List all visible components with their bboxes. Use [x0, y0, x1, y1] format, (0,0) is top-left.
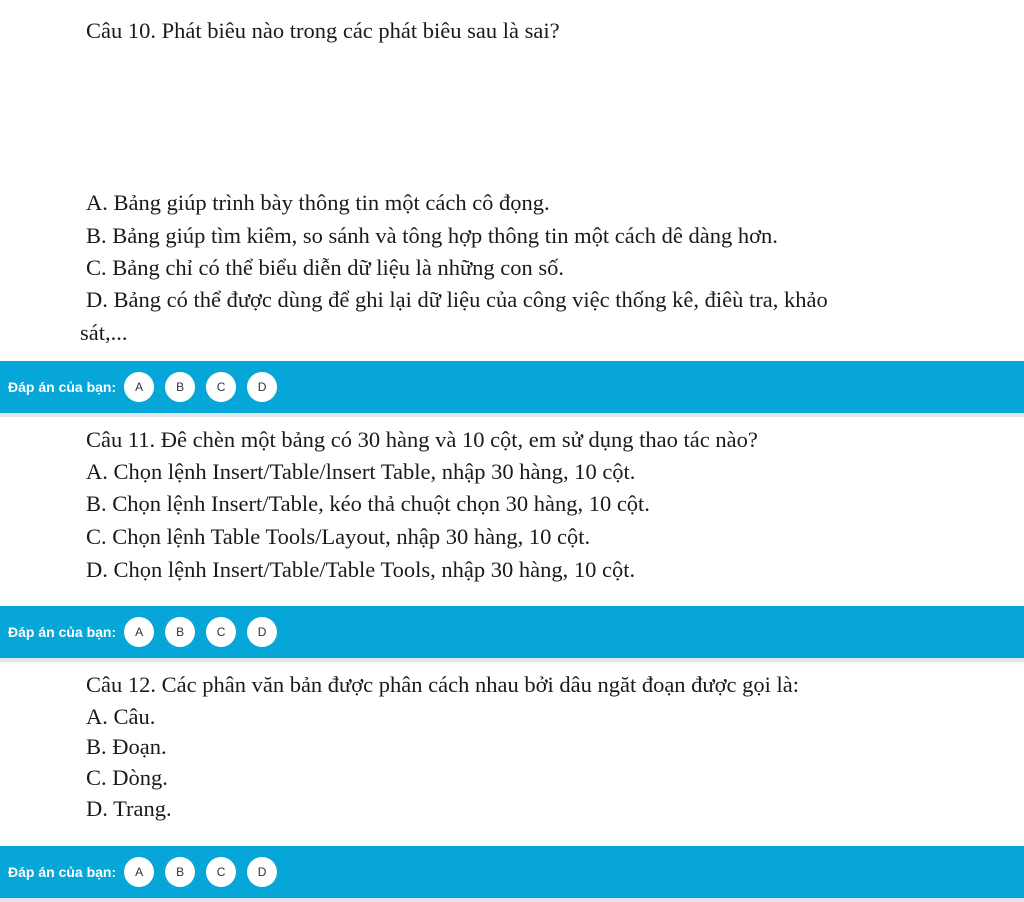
question-11-option-b: B. Chọn lệnh Insert/Table, kéo thả chuột chọn 30 hàng, 10 cột. — [86, 491, 650, 516]
question-11-title: Câu 11. Đê chèn một bảng có 30 hàng và 10 cột, em sử dụng thao tác nào? — [86, 427, 758, 452]
question-11-option-d: D. Chọn lệnh Insert/Table/Table Tools, nhập 30 hàng, 10 cột. — [86, 557, 636, 582]
answer-option-d[interactable]: D — [247, 857, 277, 887]
answer-option-c[interactable]: C — [206, 372, 236, 402]
question-10-title: Câu 10. Phát biêu nào trong các phát biêu sau là sai? — [86, 18, 560, 43]
answer-option-a[interactable]: A — [124, 372, 154, 402]
question-12-option-d: D. Trang. — [86, 796, 172, 821]
question-10-option-d-cont: sát,... — [80, 320, 128, 345]
answer-option-c[interactable]: C — [206, 857, 236, 887]
answer-option-b[interactable]: B — [165, 617, 195, 647]
question-11-option-a: A. Chọn lệnh Insert/Table/lnsert Table, nhập 30 hàng, 10 cột. — [86, 459, 636, 484]
answer-option-d[interactable]: D — [247, 372, 277, 402]
divider — [0, 898, 1024, 902]
answer-label: Đáp án của bạn: — [8, 379, 117, 395]
answer-option-b[interactable]: B — [165, 372, 195, 402]
answer-option-d[interactable]: D — [247, 617, 277, 647]
question-10-option-d: D. Bảng có thể được dùng để ghi lại dữ liệu của công việc thống kê, điêù tra, khảo — [86, 287, 828, 312]
question-12-option-b: B. Đoạn. — [86, 734, 167, 759]
answer-label: Đáp án của bạn: — [8, 864, 117, 880]
question-12-option-c: C. Dòng. — [86, 765, 168, 790]
question-10-option-c: C. Bảng chỉ có thể biểu diễn dữ liệu là những con số. — [86, 255, 565, 280]
question-12-title: Câu 12. Các phân văn bản được phân cách nhau bởi dâu ngăt đoạn được gọi là: — [86, 672, 800, 697]
answer-option-a[interactable]: A — [124, 617, 154, 647]
answer-option-c[interactable]: C — [206, 617, 236, 647]
question-12-option-a: A. Câu. — [86, 704, 156, 729]
question-10-option-b: B. Bảng giúp tìm kiêm, so sánh và tông hợp thông tin một cách dê dàng hơn. — [86, 223, 778, 248]
answer-option-b[interactable]: B — [165, 857, 195, 887]
question-11-option-c: C. Chọn lệnh Table Tools/Layout, nhập 30 hàng, 10 cột. — [86, 524, 591, 549]
question-10-option-a: A. Bảng giúp trình bày thông tin một cách cô đọng. — [86, 190, 550, 215]
answer-label: Đáp án của bạn: — [8, 624, 117, 640]
answer-bar — [0, 846, 1024, 898]
answer-option-a[interactable]: A — [124, 857, 154, 887]
